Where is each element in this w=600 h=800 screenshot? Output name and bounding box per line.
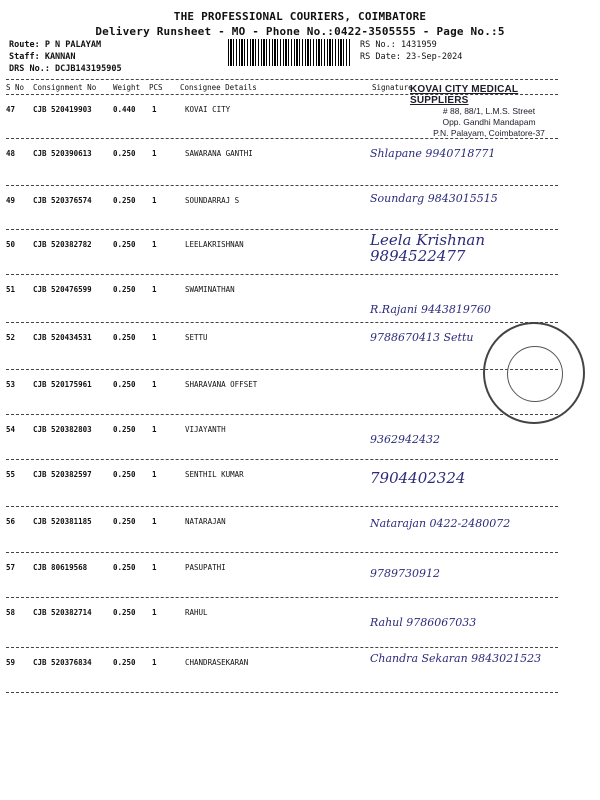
weight-cell: 0.250 xyxy=(113,658,136,667)
sno-cell: 53 xyxy=(6,380,16,389)
weight-cell: 0.440 xyxy=(113,105,136,114)
signature: 7904402324 xyxy=(370,469,466,487)
table-row xyxy=(0,186,600,230)
sno-cell: 59 xyxy=(6,658,16,667)
stamp-name: KOVAI CITY MEDICAL SUPPLIERS xyxy=(410,84,519,106)
sno-cell: 50 xyxy=(6,240,16,249)
consignee-cell: PASUPATHI xyxy=(185,563,226,572)
company-title: THE PROFESSIONAL COURIERS, COIMBATORE xyxy=(173,10,427,23)
col-consignee: Consignee Details xyxy=(180,83,257,92)
table-row xyxy=(0,415,600,460)
weight-cell: 0.250 xyxy=(113,563,136,572)
consignment-no-cell: CJB 520382597 xyxy=(33,470,92,479)
col-signature: Signature xyxy=(372,83,413,92)
weight-cell: 0.250 xyxy=(113,517,136,526)
staff-label: Staff: KANNAN xyxy=(9,52,76,62)
weight-cell: 0.250 xyxy=(113,380,136,389)
table-row xyxy=(0,598,600,648)
consignment-no-cell: CJB 520382803 xyxy=(33,425,92,434)
table-row xyxy=(0,460,600,507)
pcs-cell: 1 xyxy=(152,608,157,617)
weight-cell: 0.250 xyxy=(113,285,136,294)
consignee-cell: CHANDRASEKARAN xyxy=(185,658,249,667)
pcs-cell: 1 xyxy=(152,470,157,479)
consignee-cell: VIJAYANTH xyxy=(185,425,226,434)
sno-cell: 54 xyxy=(6,425,16,434)
rs-number: RS No.: 1431959 xyxy=(360,40,437,50)
sno-cell: 51 xyxy=(6,285,16,294)
signature: Rahul 9786067033 xyxy=(370,616,477,629)
pcs-cell: 1 xyxy=(152,240,157,249)
signature: Chandra Sekaran 9843021523 xyxy=(370,652,542,665)
consignee-cell: SOUNDARRAJ S xyxy=(185,196,240,205)
weight-cell: 0.250 xyxy=(113,149,136,158)
pcs-cell: 1 xyxy=(152,196,157,205)
consignee-cell: SWAMINATHAN xyxy=(185,285,235,294)
consignment-no-cell: CJB 520419903 xyxy=(33,105,92,114)
col-weight: Weight xyxy=(113,83,141,92)
stamp-line-2: Opp. Gandhi Mandapam xyxy=(442,117,536,127)
rs-date: RS Date: 23-Sep-2024 xyxy=(360,52,463,62)
consignment-no-cell: CJB 520434531 xyxy=(33,333,92,342)
signature: 9362942432 xyxy=(370,433,440,446)
consignee-cell: RAHUL xyxy=(185,608,208,617)
consignment-no-cell: CJB 520376834 xyxy=(33,658,92,667)
consignee-cell: NATARAJAN xyxy=(185,517,226,526)
table-row xyxy=(0,648,600,693)
sno-cell: 57 xyxy=(6,563,16,572)
weight-cell: 0.250 xyxy=(113,333,136,342)
sno-cell: 48 xyxy=(6,149,16,158)
consignee-cell: KOVAI CITY xyxy=(185,105,231,114)
sno-cell: 58 xyxy=(6,608,16,617)
table-row xyxy=(0,553,600,598)
weight-cell: 0.250 xyxy=(113,608,136,617)
stamp-line-3: P.N. Palayam, Coimbatore-37 xyxy=(433,128,545,138)
consignment-no-cell: CJB 80619568 xyxy=(33,563,88,572)
consignment-no-cell: CJB 520381185 xyxy=(33,517,92,526)
sno-cell: 55 xyxy=(6,470,16,479)
pcs-cell: 1 xyxy=(152,517,157,526)
table-row xyxy=(0,230,600,275)
barcode xyxy=(228,39,351,66)
signature: 9789730912 xyxy=(370,567,440,580)
pcs-cell: 1 xyxy=(152,425,157,434)
stamp-line-1: # 88, 88/1, L.M.S. Street xyxy=(442,106,536,116)
signature: Shlapane 9940718771 xyxy=(370,147,496,160)
col-sno: S No xyxy=(6,83,25,92)
consignment-no-cell: CJB 520175961 xyxy=(33,380,92,389)
consignee-cell: SENTHIL KUMAR xyxy=(185,470,244,479)
round-seal-stamp xyxy=(483,322,585,424)
signature: Leela Krishnan 9894522477 xyxy=(370,231,486,265)
sno-cell: 47 xyxy=(6,105,16,114)
table-row xyxy=(0,139,600,186)
consignee-cell: LEELAKRISHNAN xyxy=(185,240,244,249)
consignee-cell: SHARAVANA OFFSET xyxy=(185,380,258,389)
table-row xyxy=(0,507,600,553)
supplier-stamp xyxy=(410,84,568,139)
col-consignment: Consignment No xyxy=(33,83,97,92)
signature: R.Rajani 9443819760 xyxy=(370,303,491,316)
pcs-cell: 1 xyxy=(152,285,157,294)
consignment-no-cell: CJB 520390613 xyxy=(33,149,92,158)
col-pcs: PCS xyxy=(149,83,163,92)
row-divider xyxy=(6,692,558,693)
sno-cell: 56 xyxy=(6,517,16,526)
pcs-cell: 1 xyxy=(152,380,157,389)
runsheet-subtitle: Delivery Runsheet - MO - Phone No.:0422-3505555 - Page No.:5 xyxy=(95,25,505,38)
weight-cell: 0.250 xyxy=(113,425,136,434)
pcs-cell: 1 xyxy=(152,333,157,342)
weight-cell: 0.250 xyxy=(113,240,136,249)
consignment-no-cell: CJB 520376574 xyxy=(33,196,92,205)
drs-number: DRS No.: DCJB143195905 xyxy=(9,64,122,74)
consignment-no-cell: CJB 520382782 xyxy=(33,240,92,249)
consignment-no-cell: CJB 520382714 xyxy=(33,608,92,617)
consignee-cell: SAWARANA GANTHI xyxy=(185,149,253,158)
weight-cell: 0.250 xyxy=(113,470,136,479)
header-top-rule xyxy=(6,79,558,80)
pcs-cell: 1 xyxy=(152,149,157,158)
sno-cell: 52 xyxy=(6,333,16,342)
route-label: Route: P N PALAYAM xyxy=(9,40,102,50)
consignee-cell: SETTU xyxy=(185,333,208,342)
pcs-cell: 1 xyxy=(152,658,157,667)
sno-cell: 49 xyxy=(6,196,16,205)
consignment-no-cell: CJB 520476599 xyxy=(33,285,92,294)
table-row xyxy=(0,275,600,323)
pcs-cell: 1 xyxy=(152,105,157,114)
signature: Soundarg 9843015515 xyxy=(370,192,498,205)
signature: 9788670413 Settu xyxy=(370,331,474,344)
signature: Natarajan 0422-2480072 xyxy=(370,517,511,530)
pcs-cell: 1 xyxy=(152,563,157,572)
weight-cell: 0.250 xyxy=(113,196,136,205)
